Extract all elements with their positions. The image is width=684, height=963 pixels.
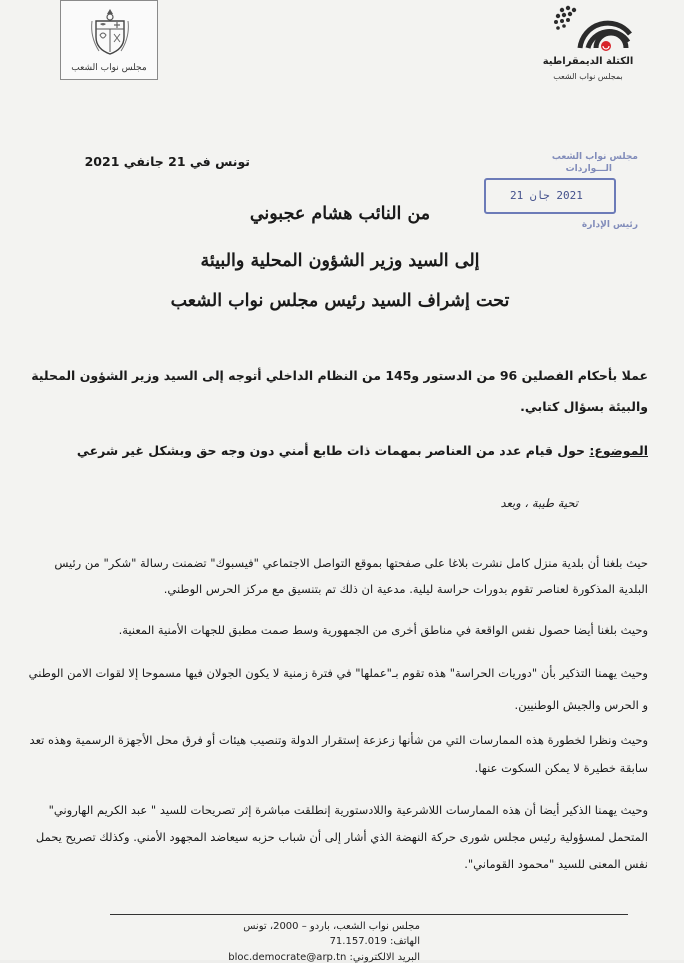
stamp-date: 2021 جان 21 <box>510 189 583 202</box>
footer-email: البريد الالكتروني: bloc.democrate@arp.tn <box>228 952 420 963</box>
body-paragraph: حيث بلغنا أن بلدية منزل كامل نشرت بلاغا على صفحتها بموقع التواصل الاجتماعي "فيسبوك" تضمنت رسالة "شكر" من رئيس البلدية المذكورة لعناصر تقوم بدورات حراسة ليلية. مدعية ان ذلك تم بتنسيق مع مركز الحرس الوطني. <box>54 556 648 596</box>
incoming-mail-stamp <box>480 152 640 242</box>
subject-label: الموضوع: <box>589 443 648 458</box>
footer-phone: الهاتف: 71.157.019 <box>329 936 420 947</box>
greeting: تحية طيبة ، وبعد <box>500 496 578 510</box>
stamp-line-1: مجلس نواب الشعب <box>551 152 638 162</box>
footer-divider <box>110 914 628 915</box>
stamp-line-3: رئيس الإدارة <box>581 220 638 230</box>
stamp-line-2: الـــواردات <box>565 164 612 174</box>
tunisia-coat-of-arms-icon <box>89 7 131 57</box>
body-paragraph: وحيث بلغنا أيضا حصول نفس الواقعة في مناطق أخرى من الجمهورية وسط صمت مطبق للجهات الأمنية المعنية. <box>118 623 648 637</box>
footer-address: مجلس نواب الشعب، باردو – 2000، تونس <box>243 921 420 932</box>
democratic-bloc-logo-icon <box>548 2 638 82</box>
bloc-name: الكتلة الديمقراطية <box>542 56 634 67</box>
body-paragraph: وحيث يهمنا الذكير أيضا أن هذه الممارسات اللاشرعية واللادستورية إنطلقت مباشرة إثر تصريحات للسيد " عبد الكريم الهاروني" المتحمل لمسؤولية رئيس مجلس شورى حركة النهضة الذي أشار إلى أن شباب حزبه سيعاضد المجهود الأمني. وكذلك تصريح يحمل نفس المعنى للسيد "محمود القوماني". <box>35 803 648 871</box>
body-paragraph: وحيث ونظرا لخطورة هذه الممارسات التي من شأنها زعزعة إستقرار الدولة وتنصيب هيئات أو فرق محل الأجهزة الرسمية وهذه تعد سابقة خطيرة لا يمكن السكوت عنها. <box>29 733 648 775</box>
intro-paragraph: عملا بأحكام الفصلين 96 من الدستور و145 من النظام الداخلي أتوجه إلى السيد وزير الشؤون المحلية والبيئة بسؤال كتابي. <box>31 368 648 414</box>
heading-from: من النائب هشام عجبوني <box>249 204 431 224</box>
body-paragraph: وحيث يهمنا التذكير بأن "دوريات الحراسة" هذه تقوم بـ"عملها" في فترة زمنية لا يكون الجولان فيها مسموحا إلا لقوات الامن الوطني و الحرس والجيش الوطنيين. <box>28 666 648 712</box>
parliament-caption: مجلس نواب الشعب <box>71 63 147 73</box>
letter-date: تونس في 21 جانفي 2021 <box>84 154 250 169</box>
heading-to: إلى السيد وزير الشؤون المحلية والبيئة <box>200 251 480 271</box>
parliament-emblem-box <box>60 0 158 80</box>
subject-text: حول قيام عدد من العناصر بمهمات ذات طابع أمني دون وجه حق وبشكل غير شرعي <box>76 443 590 458</box>
heading-supervision: تحت إشراف السيد رئيس مجلس نواب الشعب <box>170 291 510 311</box>
subject-line <box>26 438 648 464</box>
bloc-subtitle: بمجلس نواب الشعب <box>553 72 623 81</box>
